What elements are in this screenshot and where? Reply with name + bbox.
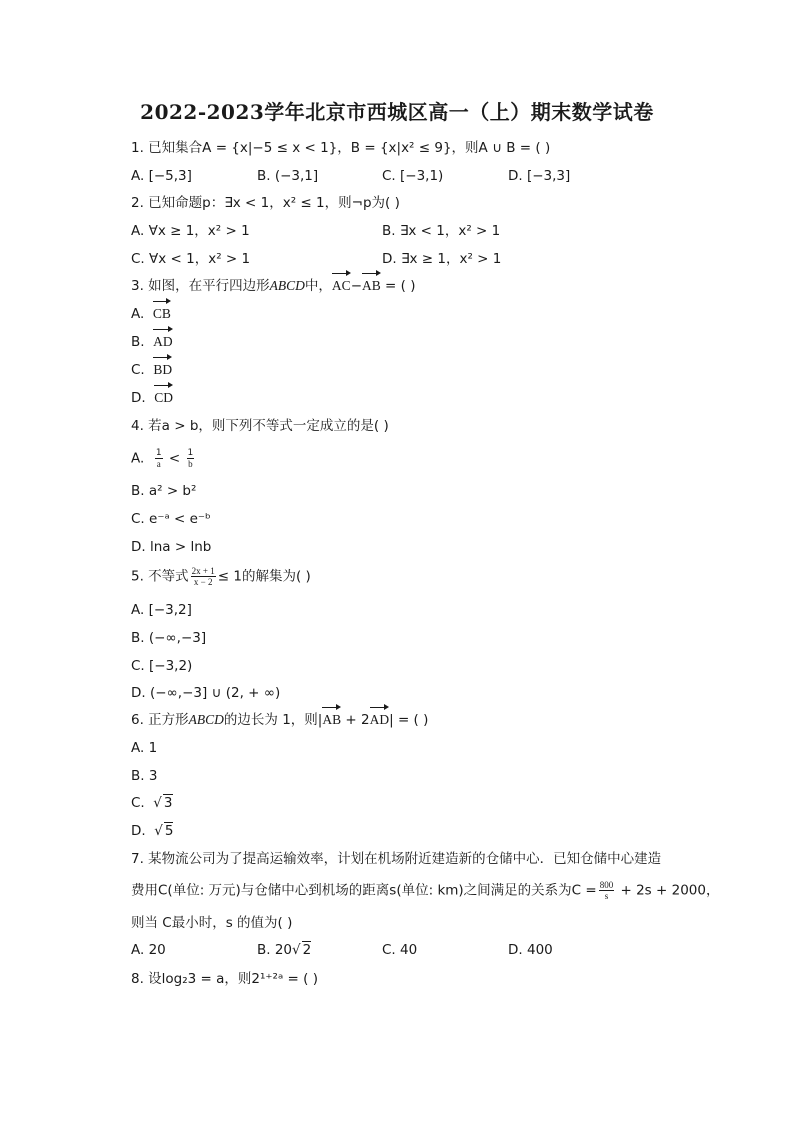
question-5-option-d: D. (−∞,−3] ∪ (2, + ∞) <box>131 685 281 701</box>
question-6-stem-mid: 的边长为 1，则| <box>223 712 323 728</box>
question-2-option-a: A. ∀x ≥ 1，x² > 1 <box>131 223 250 239</box>
option-label: C. <box>131 362 145 378</box>
question-3-option-a <box>131 304 171 324</box>
option-label: B. <box>131 334 145 350</box>
question-5-option-c: C. [−3,2) <box>131 658 193 674</box>
question-8-stem: 8. 设log₂3 = a，则2¹⁺²ᵃ = ( ) <box>131 971 318 987</box>
question-3-stem-mid: 中， <box>304 278 332 294</box>
sqrt-radicand: 5 <box>164 823 174 839</box>
vector-cd: CD <box>154 388 173 408</box>
question-2-option-b: B. ∃x < 1，x² > 1 <box>382 223 501 239</box>
question-6-option-d: D. √ 5 <box>131 823 174 839</box>
sqrt-radicand: 3 <box>163 795 173 811</box>
question-7-line-3: 则当 C最小时，s 的值为( ) <box>131 915 293 931</box>
question-4-option-d: D. lna > lnb <box>131 539 212 555</box>
option-label: C. <box>131 795 145 811</box>
question-2-option-c: C. ∀x < 1，x² > 1 <box>131 251 251 267</box>
question-7-line-2-pre: 费用C(单位: 万元)与仓储中心到机场的距离s(单位: km)之间满足的关系为C = <box>131 882 597 899</box>
question-7-option-a: A. 20 <box>131 942 166 958</box>
question-5-stem-pre: 5. 不等式 <box>131 568 189 585</box>
question-7-line-2-post: + 2s + 2000， <box>616 882 720 899</box>
option-label: B. 20 <box>257 942 293 958</box>
question-6-abcd: ABCD <box>188 712 224 727</box>
fraction-800-over-s: $\frac{800}{s}$ <box>599 880 614 901</box>
question-6-option-a: A. 1 <box>131 740 158 756</box>
option-label: D. <box>131 390 146 406</box>
vector-bd: BD <box>153 360 172 380</box>
vector-ab: AB <box>362 276 381 296</box>
question-3-abcd: ABCD <box>269 278 305 293</box>
question-5-stem-post: ≤ 1的解集为( ) <box>217 568 311 585</box>
question-7-line-2 <box>131 880 719 901</box>
question-5-option-a: A. [−3,2] <box>131 602 192 618</box>
question-3-option-c <box>131 360 172 380</box>
question-6-option-b: B. 3 <box>131 768 158 784</box>
option-label: A. <box>131 306 145 322</box>
question-7-option-c: C. 40 <box>382 942 418 958</box>
fraction-1-over-b: $\frac{1}{b}$ <box>187 448 194 469</box>
exam-title: 2022-2023学年北京市西城区高一（上）期末数学试卷 <box>140 100 654 124</box>
question-1-option-d: D. [−3,3] <box>508 168 571 184</box>
fraction-inequality: $\frac{2x + 1}{x - 2}$ <box>191 566 215 587</box>
question-3-stem <box>131 276 416 296</box>
sqrt-radicand: 2 <box>302 942 312 958</box>
question-2-option-d: D. ∃x ≥ 1，x² > 1 <box>382 251 502 267</box>
question-1-stem: 1. 已知集合A = {x|−5 ≤ x < 1}，B = {x|x² ≤ 9}，则A ∪ B = ( ) <box>131 140 551 156</box>
question-2-stem: 2. 已知命题p：∃x < 1，x² ≤ 1，则¬p为( ) <box>131 195 400 211</box>
question-3-stem-pre: 3. 如图，在平行四边形 <box>131 278 270 294</box>
vector-ab: AB <box>322 710 341 730</box>
question-3-option-b <box>131 332 173 352</box>
question-4-option-b: B. a² > b² <box>131 483 197 499</box>
question-4-option-c: C. e⁻ᵃ < e⁻ᵇ <box>131 511 211 527</box>
question-3-minus: − <box>350 278 362 294</box>
question-5-option-b: B. (−∞,−3] <box>131 630 207 646</box>
question-6-stem-post: | = ( ) <box>389 712 429 728</box>
question-6-option-c: C. √ 3 <box>131 795 173 811</box>
question-1-option-c: C. [−3,1) <box>382 168 444 184</box>
question-7-option-d: D. 400 <box>508 942 553 958</box>
question-1-option-b: B. (−3,1] <box>257 168 319 184</box>
vector-ac: AC <box>332 276 351 296</box>
question-3-option-d <box>131 388 173 408</box>
vector-ad: AD <box>370 710 390 730</box>
question-1-option-a: A. [−5,3] <box>131 168 192 184</box>
question-6-stem-pre: 6. 正方形 <box>131 712 189 728</box>
option-label: A. <box>131 450 145 467</box>
question-7-line-1: 7. 某物流公司为了提高运输效率，计划在机场附近建造新的仓储中心．已知仓储中心建造 <box>131 851 662 867</box>
question-3-stem-post: = ( ) <box>380 278 416 294</box>
vector-ad: AD <box>153 332 173 352</box>
question-4-stem: 4. 若a > b，则下列不等式一定成立的是( ) <box>131 418 389 434</box>
option-label: D. <box>131 823 146 839</box>
question-4-option-a: A. $\frac{1}{a}$ < $\frac{1}{b}$ <box>131 448 194 469</box>
question-6-stem <box>131 710 428 730</box>
question-7-option-b: B. 20√ 2 <box>257 942 312 958</box>
vector-cb: CB <box>153 304 171 324</box>
question-5-stem <box>131 566 311 587</box>
fraction-1-over-a: $\frac{1}{a}$ <box>155 448 162 469</box>
question-6-plus: + 2 <box>341 712 370 728</box>
